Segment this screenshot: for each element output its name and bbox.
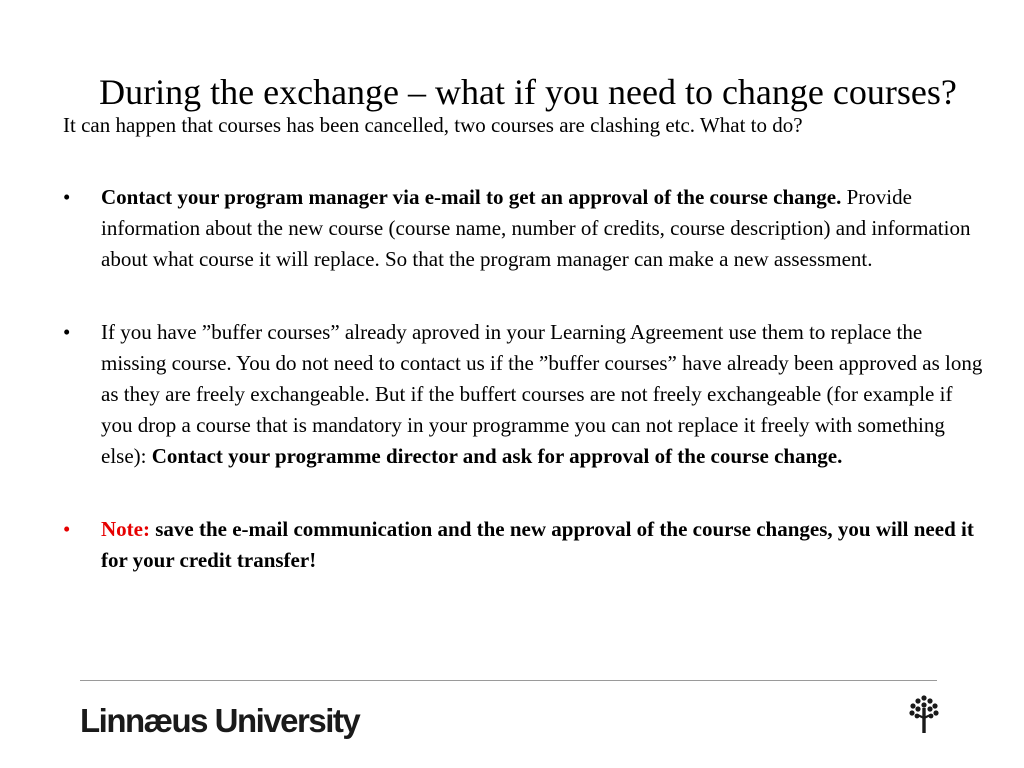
- bullet-body-text: If you have ”buffer courses” already aproved in your Learning Agreement use them to replace the missing course. You do not need to contact us if the ”buffer courses” have already been approved as long as they are freely exchangeable. But if the buffert courses are not freely exchangeable (for example if you drop a course that is mandatory in your programme you can not replace it freely with something else):: [101, 320, 983, 468]
- bullet-note: [63, 514, 983, 576]
- bullet-body-text: Provide information about the new course (course name, number of credits, course description) and information about what course it will replace. So that the program manager can make a new assessment.: [101, 185, 971, 271]
- bullet-contact-program-manager: [63, 182, 983, 275]
- intro-text: It can happen that courses has been cancelled, two courses are clashing etc. What to do?: [63, 113, 803, 137]
- footer-divider: [80, 680, 937, 681]
- bullet-marker: •: [63, 320, 71, 344]
- bullet-list: [63, 182, 983, 576]
- university-logo-text: Linnæus University: [80, 702, 360, 739]
- bullet-marker-red: •: [63, 517, 71, 541]
- slide-title: During the exchange – what if you need to change courses?: [99, 72, 957, 113]
- tree-icon: [906, 694, 942, 734]
- bullet-bold-text: save the e-mail communication and the new approval of the course changes, you will need it for your credit transfer!: [101, 517, 974, 572]
- bullet-bold-text: Contact your program manager via e-mail to get an approval of the course change.: [101, 185, 842, 209]
- bullet-bold-text: Contact your programme director and ask for approval of the course change.: [151, 444, 843, 468]
- bullet-marker: •: [63, 185, 71, 209]
- bullet-buffer-courses: [63, 317, 983, 472]
- note-label: Note:: [101, 517, 150, 541]
